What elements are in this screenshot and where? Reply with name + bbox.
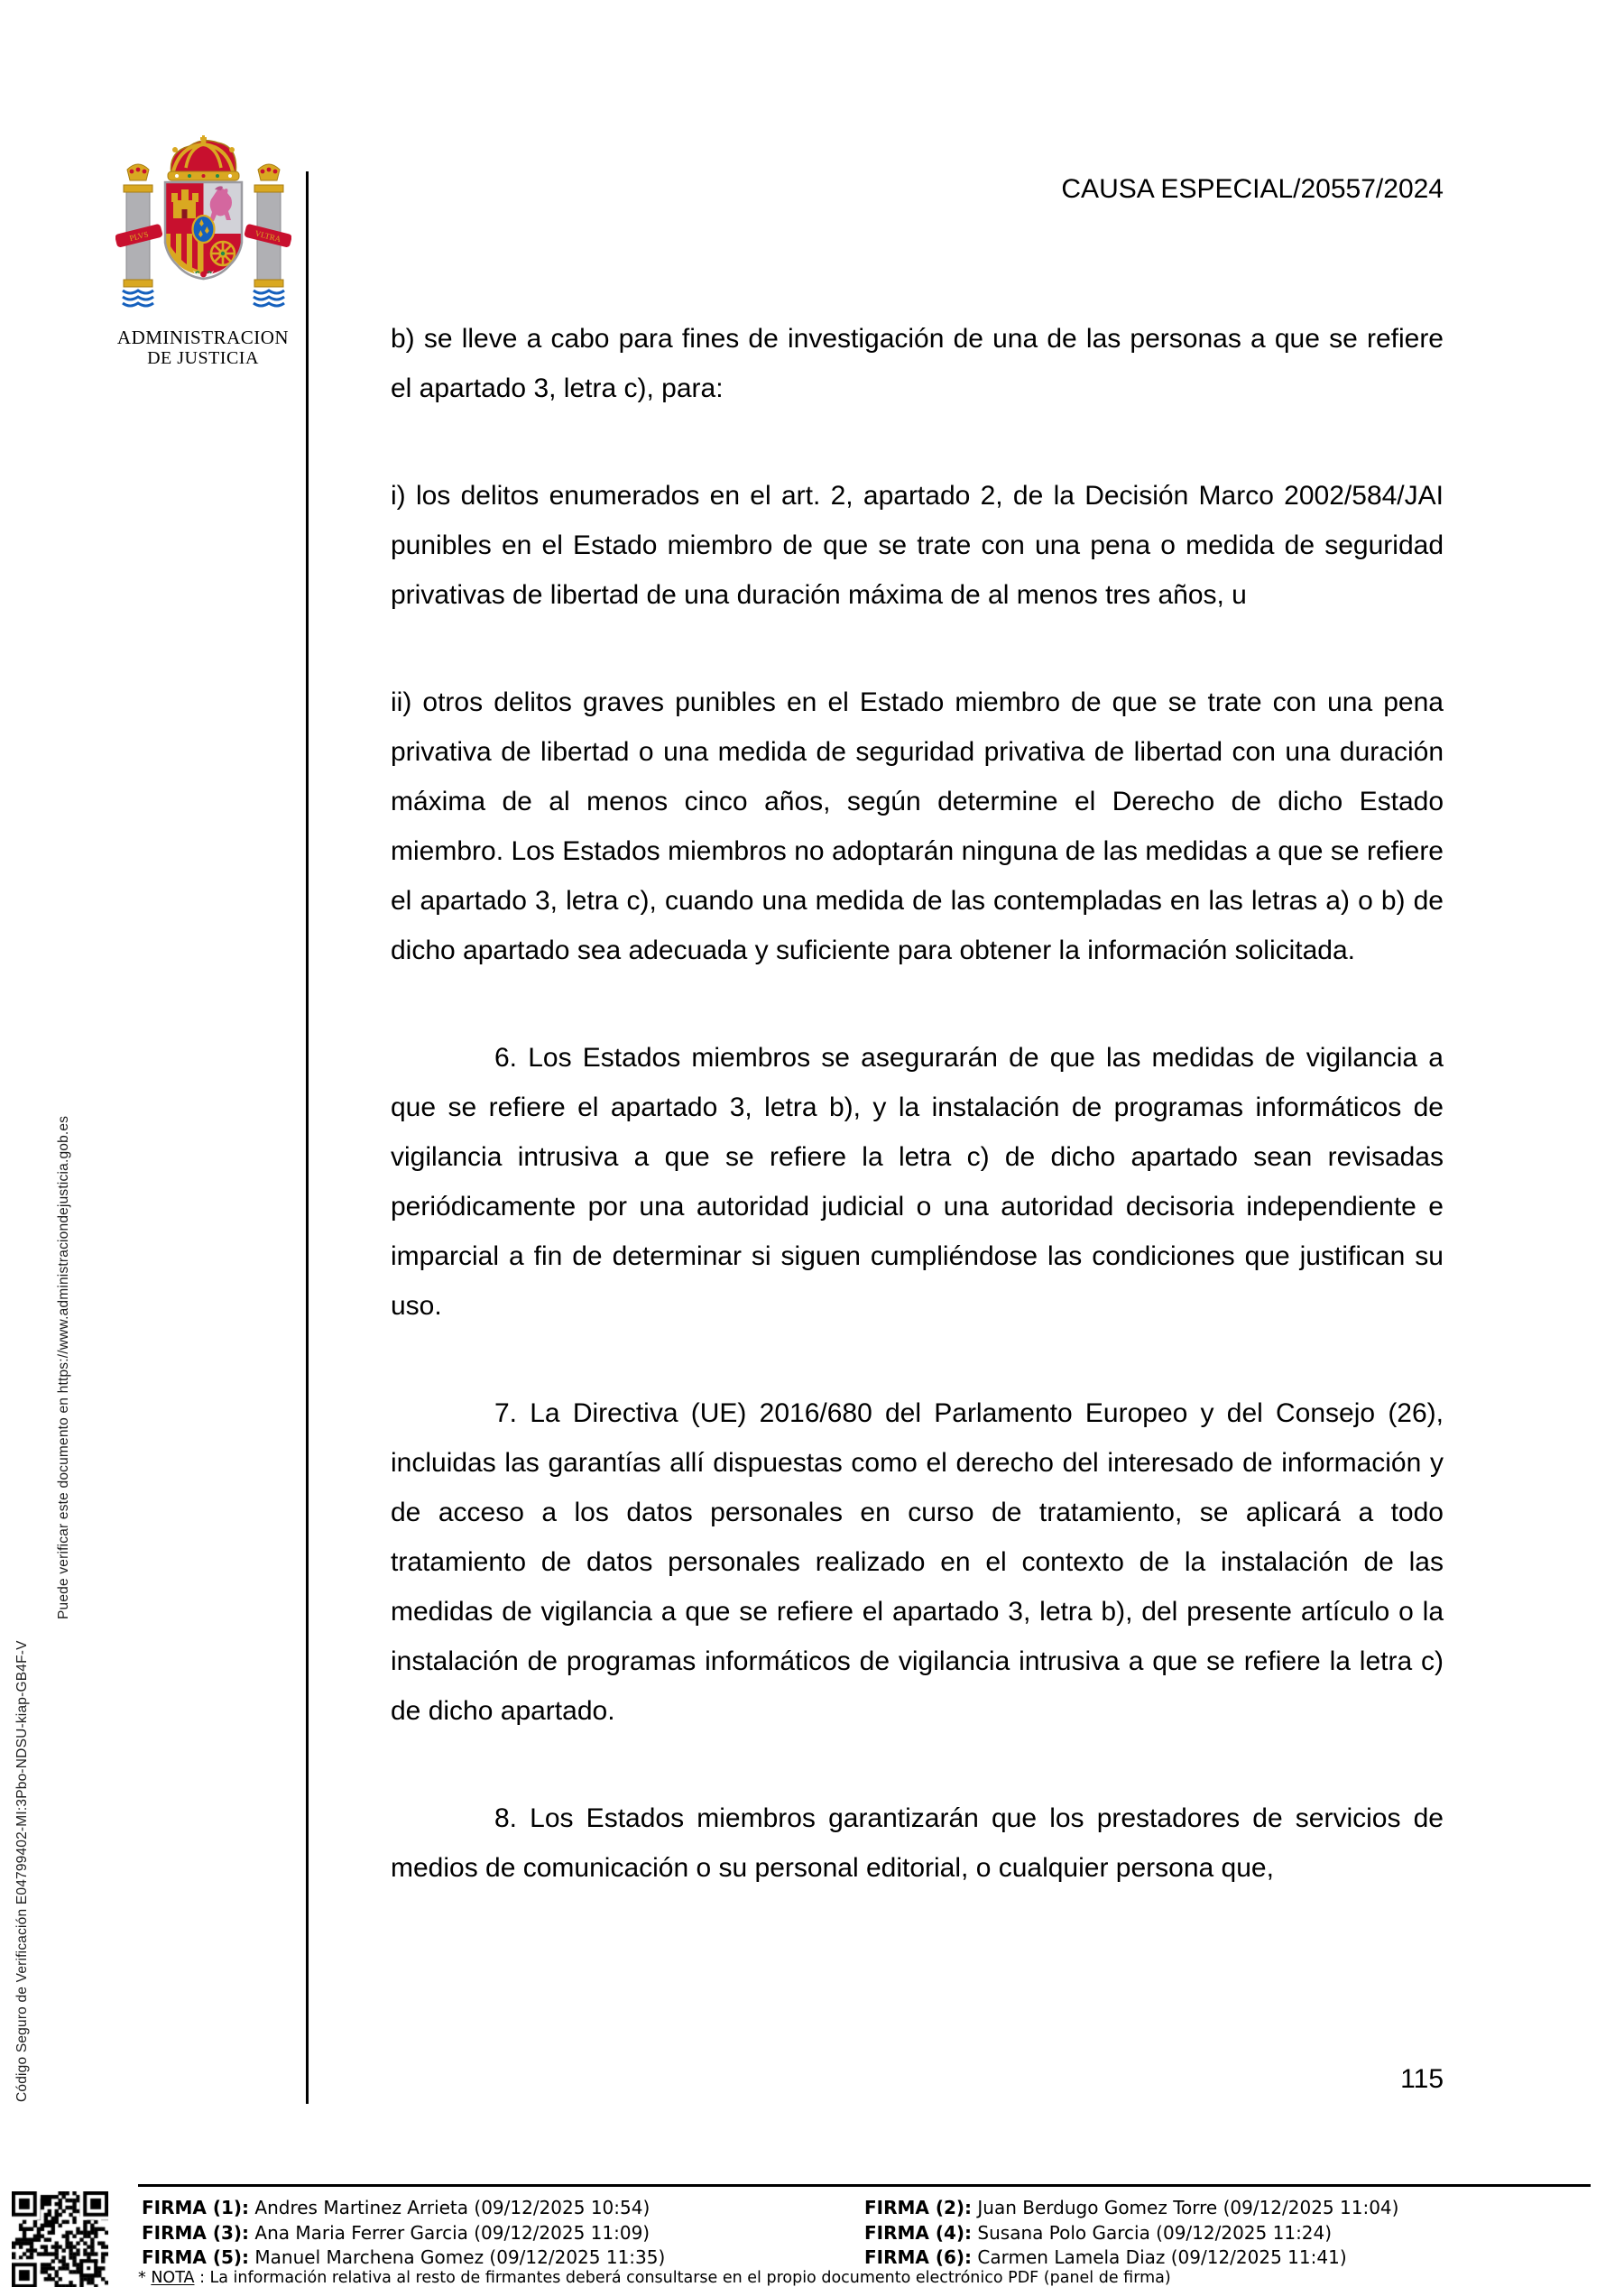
signature-value: Carmen Lamela Diaz (09/12/2025 11:41) [977, 2246, 1347, 2268]
signature-value: Andres Martinez Arrieta (09/12/2025 10:54) [254, 2197, 651, 2218]
signature-value: Susana Polo Garcia (09/12/2025 11:24) [977, 2221, 1333, 2244]
footer-note-text: : La información relativa al resto de firmantes deberá consultarse en el propio documento electrónico PDF (panel de firma) [194, 2269, 1171, 2287]
signature-row [864, 2245, 1398, 2271]
page-number: 115 [1400, 2064, 1444, 2094]
footer-note-star: * [138, 2269, 152, 2287]
signature-column-left [142, 2196, 665, 2271]
signature-label: FIRMA (4): [864, 2221, 973, 2244]
paragraph-6: 6. Los Estados miembros se asegurarán de que las medidas de vigilancia a que se refiere el apartado 3, letra b), y la instalación de programas informáticos de vigilancia intrusiva a que se refiere la letra c) de dicho apartado sean revisadas periódicamente por una autoridad judicial o una autoridad decisoria independiente e imparcial a fin de determinar si siguen cumpliéndose las condiciones que justifican su uso. [391, 1043, 1444, 1321]
signature-value: Manuel Marchena Gomez (09/12/2025 11:35) [254, 2246, 666, 2268]
document-body [391, 314, 1444, 1950]
verification-url-note: Puede verificar este documento en https://www.administraciondejusticia.gob.es [56, 1115, 71, 1619]
footer-note [138, 2269, 1171, 2287]
shield [165, 182, 242, 281]
signature-label: FIRMA (6): [864, 2246, 973, 2268]
signature-value: Ana Maria Ferrer Garcia (09/12/2025 11:09) [254, 2221, 651, 2244]
paragraph-i: i) los delitos enumerados en el art. 2, apartado 2, de la Decisión Marco 2002/584/JAI punibles en el Estado miembro de que se trate con una pena o medida de seguridad privativas de libertad de una duración máxima de al menos tres años, u [391, 481, 1444, 610]
castle-icon [171, 189, 198, 218]
signature-label: FIRMA (2): [864, 2197, 973, 2218]
signature-row [142, 2245, 665, 2271]
motto-left-text: PLVS [127, 229, 149, 244]
paragraph-7: 7. La Directiva (UE) 2016/680 del Parlamento Europeo y del Consejo (26), incluidas las garantías allí dispuestas como el derecho del interesado de información y de acceso a los datos personales en curso de tratamiento, se aplicará a todo tratamiento de datos personales realizado en el contexto de la instalación de las medidas de vigilancia a que se refiere el apartado 3, letra b), del presente artículo o la instalación de programas informáticos de vigilancia intrusiva a que se refiere la letra c) de dicho apartado. [391, 1398, 1444, 1726]
signature-label: FIRMA (1): [142, 2197, 250, 2218]
signature-column-right [864, 2196, 1398, 2271]
paragraph-b: b) se lleve a cabo para fines de investigación de una de las personas a que se refiere el apartado 3, letra c), para: [391, 324, 1444, 403]
secure-verification-code: Código Seguro de Verificación E04799402-MI:3Pbo-NDSU-kiap-GB4F-V [14, 1640, 30, 2102]
paragraph-8: 8. Los Estados miembros garantizarán que los prestadores de servicios de medios de comunicación o su personal editorial, o cualquier persona que, [391, 1803, 1444, 1883]
signature-value: Juan Berdugo Gomez Torre (09/12/2025 11:04) [977, 2197, 1399, 2218]
motto-right-text: VLTRA [254, 228, 281, 244]
paragraph-ii: ii) otros delitos graves punibles en el Estado miembro de que se trate con una pena privativa de libertad o una medida de seguridad privativa de libertad con una duración máxima de al menos cinco años, según determine el Derecho de dicho Estado miembro. Los Estados miembros no adoptarán ninguna de las medidas a que se refiere el apartado 3, letra c), cuando una medida de las contempladas en las letras a) o b) de dicho apartado sea adecuada y suficiente para obtener la información solicitada. [391, 687, 1444, 965]
footer-note-label: NOTA [151, 2269, 195, 2287]
org-name-line2: DE JUSTICIA [147, 348, 259, 368]
margin-separator-line [306, 171, 309, 2104]
signature-row [864, 2221, 1398, 2246]
qr-code [12, 2191, 108, 2287]
ministry-logo [86, 135, 320, 369]
spain-coat-of-arms-icon [115, 135, 291, 320]
org-name-line1: ADMINISTRACION [116, 327, 290, 348]
signature-label: FIRMA (5): [142, 2246, 250, 2268]
footer-separator-line [138, 2184, 1591, 2187]
royal-crown-icon [168, 135, 239, 180]
case-reference: CAUSA ESPECIAL/20557/2024 [1061, 174, 1444, 204]
signature-row [142, 2196, 665, 2221]
signature-row [864, 2196, 1398, 2221]
signature-row [142, 2221, 665, 2246]
signature-label: FIRMA (3): [142, 2221, 250, 2244]
